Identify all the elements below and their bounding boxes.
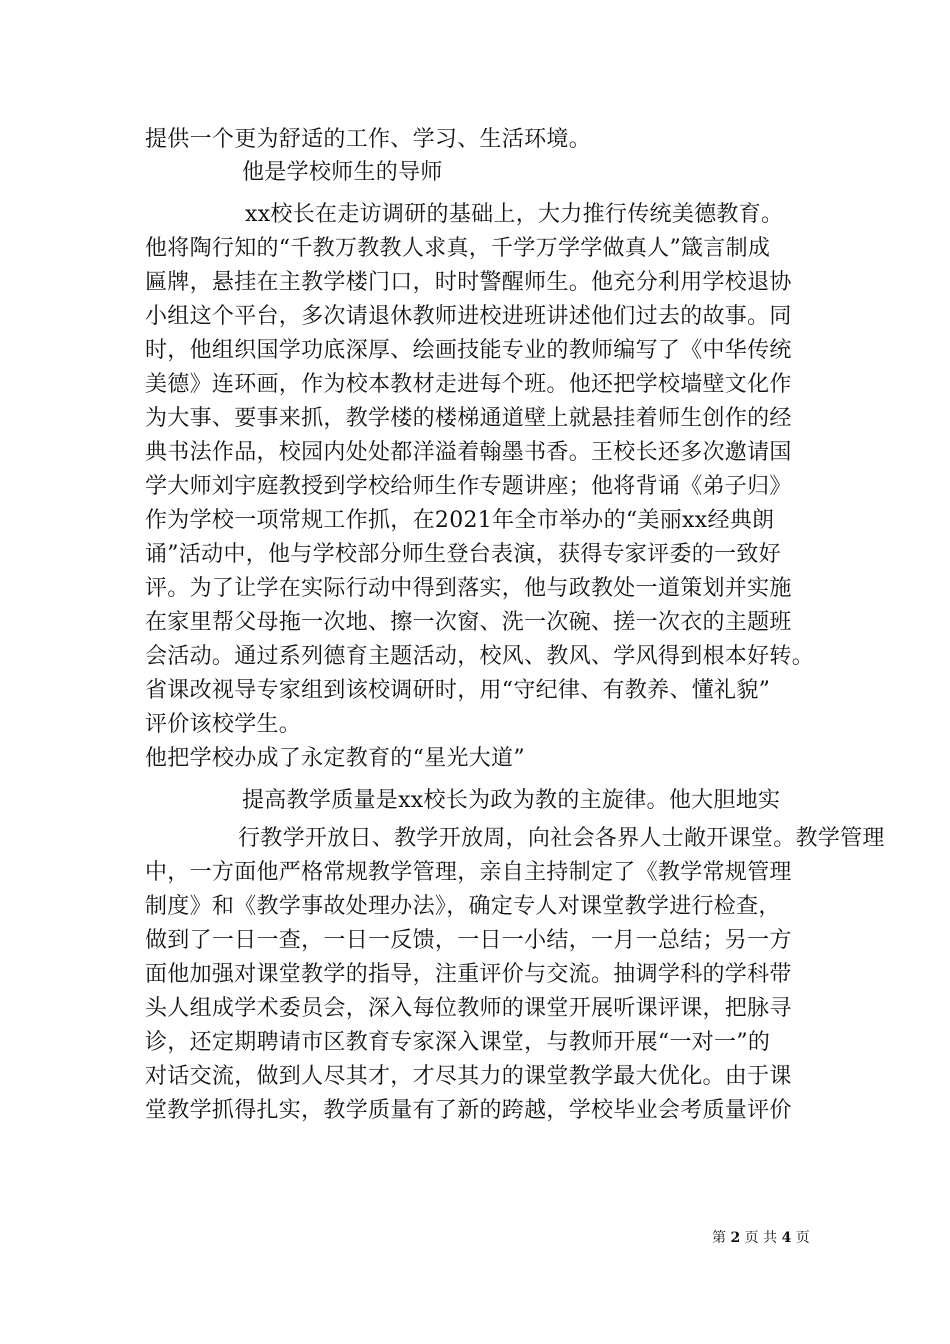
text-line: 作为学校一项常规工作抓，在2021年全市举办的“美丽xx经典朗	[145, 508, 775, 533]
text-line: 在家里帮父母拖一次地、擦一次窗、洗一次碗、搓一次衣的主题班	[145, 610, 792, 635]
text-line: 制度》和《教学事故处理办法》，确定专人对课堂教学进行检查，	[145, 894, 781, 919]
text-line: 诵”活动中，他与学校部分师生登台表演，获得专家评委的一致好	[145, 542, 781, 567]
section-heading: 提高教学质量是xx校长为政为教的主旋律。他大胆地实	[242, 788, 781, 813]
text-line: 匾牌，悬挂在主教学楼门口，时时警醒师生。他充分利用学校退协	[145, 270, 792, 295]
text-line: 他把学校办成了永定教育的“星光大道”	[145, 746, 525, 771]
text-line: 典书法作品，校园内处处都洋溢着翰墨书香。王校长还多次邀请国	[145, 440, 792, 465]
text-line: 中，一方面他严格常规教学管理，亲自主持制定了《教学常规管理	[145, 860, 792, 885]
footer-middle: 页 共	[744, 1230, 778, 1246]
text-line: 头人组成学术委员会，深入每位教师的课堂开展听课评课，把脉寻	[145, 996, 792, 1021]
text-line: 评。为了让学在实际行动中得到落实，他与政教处一道策划并实施	[145, 576, 792, 601]
text-line: 小组这个平台，多次请退休教师进校进班讲述他们过去的故事。同	[145, 304, 792, 329]
text-line: 他将陶行知的“千教万教教人求真，千学万学学做真人”箴言制成	[145, 236, 771, 261]
paragraph-start-line: 行教学开放日、教学开放周，向社会各界人士敞开课堂。教学管理	[238, 826, 885, 851]
text-line: 学大师刘宇庭教授到学校给师生作专题讲座；他将背诵《弟子归》	[145, 474, 792, 499]
text-line: 会活动。通过系列德育主题活动，校风、教风、学风得到根本好转。	[145, 644, 815, 669]
text-line: 堂教学抓得扎实，教学质量有了新的跨越，学校毕业会考质量评价	[145, 1098, 792, 1123]
footer-prefix: 第	[712, 1230, 726, 1246]
text-line: 对话交流，做到人尽其才，才尽其力的课堂教学最大优化。由于课	[145, 1064, 792, 1089]
text-line: 提供一个更为舒适的工作、学习、生活环境。	[145, 127, 592, 152]
text-line: 做到了一日一查，一日一反馈，一日一小结，一月一总结；另一方	[145, 928, 792, 953]
paragraph-start-line: xx校长在走访调研的基础上，大力推行传统美德教育。	[245, 202, 784, 227]
text-line: 为大事、要事来抓，教学楼的楼梯通道壁上就悬挂着师生创作的经	[145, 406, 792, 431]
text-line: 面他加强对课堂教学的指导，注重评价与交流。抽调学科的学科带	[145, 962, 792, 987]
page-footer	[712, 1228, 810, 1248]
current-page-number: 2	[730, 1230, 741, 1246]
text-line: 诊，还定期聘请市区教育专家深入课堂，与教师开展“一对一”的	[145, 1030, 771, 1055]
text-line: 省课改视导专家组到该校调研时，用“守纪律、有教养、懂礼貌”	[145, 678, 771, 703]
total-page-count: 4	[781, 1230, 792, 1246]
text-line: 时，他组织国学功底深厚、绘画技能专业的教师编写了《中华传统	[145, 338, 792, 363]
text-line: 美德》连环画，作为校本教材走进每个班。他还把学校墙壁文化作	[145, 372, 792, 397]
text-line: 评价该校学生。	[145, 712, 302, 737]
section-heading: 他是学校师生的导师	[242, 160, 443, 185]
footer-suffix: 页	[795, 1230, 810, 1246]
